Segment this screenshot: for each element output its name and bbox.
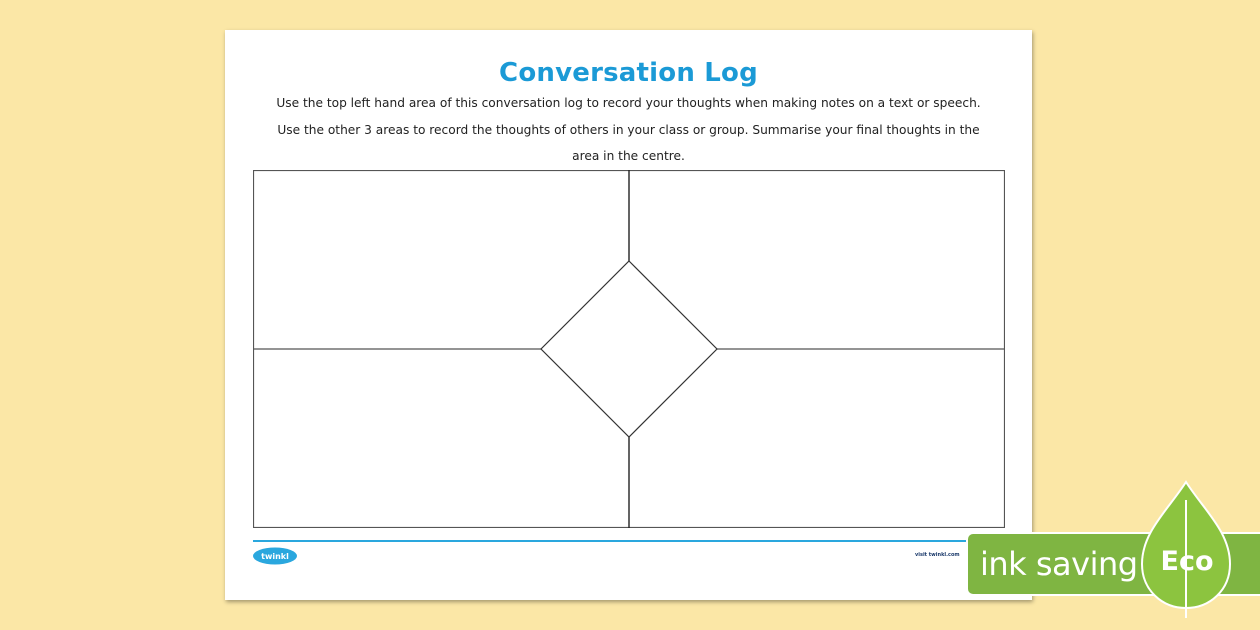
footer-url: visit twinkl.com — [915, 552, 960, 558]
instructions-text: Use the top left hand area of this conversation log to record your thoughts when making notes on a text or speech. Use the other 3 areas to record the thoughts of others in your class or group. Summarise your final thoughts in the area in the centre. — [276, 96, 981, 163]
eco-label: Eco — [1160, 546, 1214, 577]
worksheet-page — [225, 30, 1032, 600]
badge-label: ink saving — [980, 545, 1138, 583]
page-title: Conversation Log — [499, 58, 758, 88]
centre-diamond — [541, 261, 717, 437]
logo-label: twinkl — [261, 552, 289, 561]
footer-rule — [253, 540, 1005, 542]
twinkl-logo-icon — [252, 547, 298, 565]
conversation-log-grid — [253, 170, 1005, 528]
